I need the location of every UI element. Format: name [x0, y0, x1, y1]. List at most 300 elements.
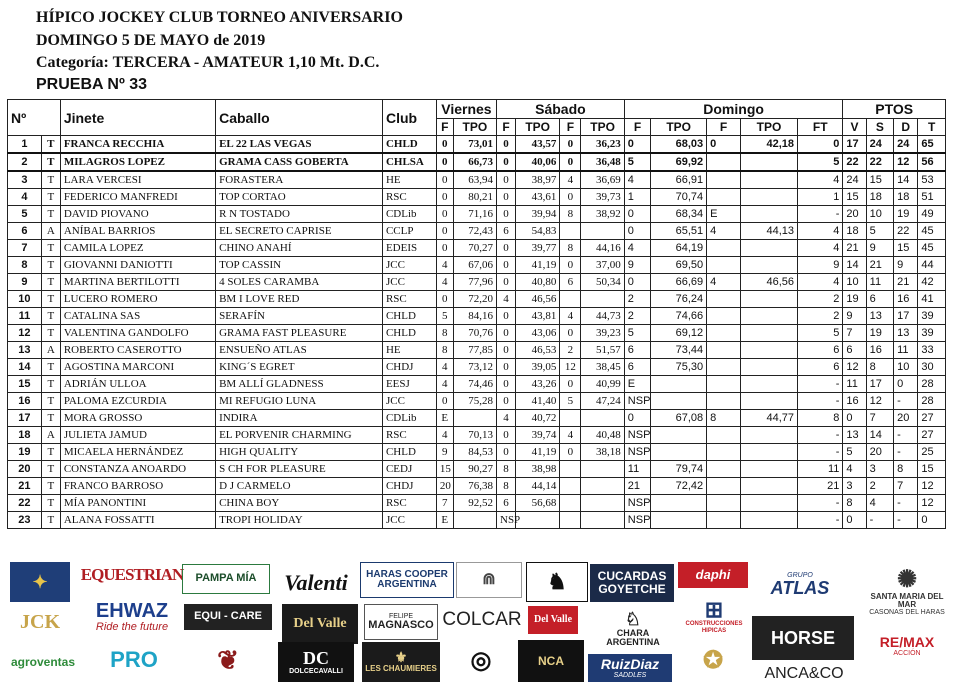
cell-points-total: 30	[918, 359, 946, 376]
table-row	[8, 223, 946, 240]
col-d: D	[894, 119, 918, 136]
crest-icon: ❦	[217, 645, 239, 676]
cell-saturday-faults-2: 6	[560, 274, 581, 291]
table-row	[8, 171, 946, 189]
cell-points-sunday: 13	[894, 325, 918, 342]
cell-saturday-faults-1: 0	[497, 189, 516, 206]
cell-friday-time: 84,53	[453, 444, 496, 461]
cell-saturday-faults-1: 0	[497, 308, 516, 325]
valenti-logo: Valenti	[284, 570, 348, 596]
grupo-atlas-logo	[752, 566, 848, 604]
cell-club: CHDJ	[382, 359, 436, 376]
cell-horse: BM I LOVE RED	[216, 291, 383, 308]
cell-club: RSC	[382, 495, 436, 512]
cell-rider: MÍA PANONTINI	[60, 495, 215, 512]
cell-category: T	[41, 240, 60, 257]
cell-club: CCLP	[382, 223, 436, 240]
table-row	[8, 136, 946, 154]
cell-points-sunday: -	[894, 393, 918, 410]
cell-saturday-time-2: 47,24	[581, 393, 624, 410]
cell-sunday-time-2	[740, 512, 797, 529]
table-row	[8, 495, 946, 512]
pampa-mia-logo: PAMPA MÍA	[182, 564, 270, 594]
cell-sunday-time-2	[740, 478, 797, 495]
remax-label: RE/MAX	[879, 633, 935, 650]
cell-points-total: 65	[918, 136, 946, 154]
ruiz-diaz-logo	[588, 654, 672, 682]
cell-category: T	[41, 171, 60, 189]
cell-no: 16	[8, 393, 42, 410]
cell-points-saturday: 4	[866, 495, 893, 512]
cell-sunday-total-faults: -	[798, 495, 843, 512]
cell-sunday-total-faults: 9	[798, 257, 843, 274]
cell-sunday-time-2	[740, 461, 797, 478]
mandala-icon: ✺	[896, 566, 918, 594]
cell-horse: FORASTERA	[216, 171, 383, 189]
felipe-label: FELIPE	[388, 612, 414, 620]
cell-sunday-time-2	[740, 153, 797, 171]
cell-sunday-faults-2	[707, 257, 741, 274]
cell-sunday-faults-1: NSP	[624, 444, 650, 461]
cell-points-total: 42	[918, 274, 946, 291]
santa-maria-sub-label: CASONAS DEL HARAS	[869, 609, 945, 617]
cell-horse: HIGH QUALITY	[216, 444, 383, 461]
cell-no: 5	[8, 206, 42, 223]
cell-saturday-time-1: 40,72	[516, 410, 560, 427]
remax-logo	[862, 628, 952, 664]
cell-saturday-time-1: 56,68	[516, 495, 560, 512]
cell-points-sunday: 12	[894, 153, 918, 171]
colcar-logo: COLCAR	[442, 609, 522, 631]
horseshoe-icon: ⋒	[456, 562, 522, 598]
cell-points-saturday: 15	[866, 171, 893, 189]
cell-points-friday: 10	[843, 274, 866, 291]
cell-points-saturday: 19	[866, 325, 893, 342]
col-f: F	[624, 119, 650, 136]
cell-friday-time: 71,16	[453, 206, 496, 223]
cell-saturday-time-1: 41,19	[516, 257, 560, 274]
table-row	[8, 274, 946, 291]
cell-sunday-faults-1: 6	[624, 342, 650, 359]
cell-horse: EL SECRETO CAPRISE	[216, 223, 383, 240]
cell-points-sunday: -	[894, 512, 918, 529]
cell-sunday-faults-1: 5	[624, 153, 650, 171]
cell-category: T	[41, 461, 60, 478]
cell-rider: CATALINA SAS	[60, 308, 215, 325]
cell-sunday-total-faults: 2	[798, 291, 843, 308]
cell-sunday-time-1: 69,50	[651, 257, 707, 274]
cell-sunday-time-1: 68,34	[651, 206, 707, 223]
cell-sunday-time-1: 66,69	[651, 274, 707, 291]
cell-sunday-faults-2	[707, 240, 741, 257]
cell-saturday-faults-1: 0	[497, 274, 516, 291]
cell-saturday-faults-2: 5	[560, 393, 581, 410]
cell-saturday-faults-2	[560, 495, 581, 512]
cell-friday-faults: 20	[436, 478, 453, 495]
cell-rider: GIOVANNI DANIOTTI	[60, 257, 215, 274]
cell-points-saturday: 11	[866, 274, 893, 291]
horse-head-icon: ♘	[624, 609, 642, 630]
cell-friday-faults: E	[436, 410, 453, 427]
jumping-horse-icon: ♞	[526, 562, 588, 602]
cell-sunday-time-2	[740, 240, 797, 257]
cell-sunday-faults-2: 4	[707, 274, 741, 291]
cell-sunday-time-1: 79,74	[651, 461, 707, 478]
cell-category: T	[41, 393, 60, 410]
sponsor-logos	[10, 560, 955, 684]
cell-sunday-time-2	[740, 444, 797, 461]
cell-horse: EL PORVENIR CHARMING	[216, 427, 383, 444]
cell-saturday-faults-1: 4	[497, 410, 516, 427]
cell-sunday-total-faults: -	[798, 444, 843, 461]
cell-friday-time: 66,73	[453, 153, 496, 171]
table-row	[8, 461, 946, 478]
cell-rider: ROBERTO CASEROTTO	[60, 342, 215, 359]
cell-category: T	[41, 153, 60, 171]
cell-sunday-faults-2	[707, 171, 741, 189]
les-chaumieres-label: LES CHAUMIERES	[365, 664, 437, 674]
cell-points-friday: 16	[843, 393, 866, 410]
cell-no: 12	[8, 325, 42, 342]
cell-saturday-time-2	[581, 461, 624, 478]
cell-saturday-time-1: 39,74	[516, 427, 560, 444]
col-f: F	[707, 119, 741, 136]
cell-friday-faults: E	[436, 512, 453, 529]
table-row	[8, 291, 946, 308]
cell-sunday-faults-1: 0	[624, 206, 650, 223]
col-header-no: Nº	[8, 100, 61, 136]
col-header-points: PTOS	[843, 100, 946, 119]
cell-saturday-faults-2	[560, 461, 581, 478]
col-header-saturday: Sábado	[497, 100, 625, 119]
cell-sunday-faults-1: 11	[624, 461, 650, 478]
magnasco-label: MAGNASCO	[368, 618, 434, 631]
cell-points-sunday: -	[894, 495, 918, 512]
chara-label: CHARA ARGENTINA	[606, 628, 660, 648]
cell-saturday-faults-1: 0	[497, 444, 516, 461]
cell-sunday-time-1: 65,51	[651, 223, 707, 240]
ehwaz-logo	[84, 600, 180, 634]
table-row	[8, 359, 946, 376]
agroventas-logo: agroventas	[10, 654, 76, 669]
table-row	[8, 427, 946, 444]
cell-saturday-faults-2	[560, 291, 581, 308]
cell-friday-time: 67,06	[453, 257, 496, 274]
col-header-rider: Jinete	[60, 100, 215, 136]
cell-saturday-faults-2	[560, 478, 581, 495]
cell-category: T	[41, 410, 60, 427]
grupo-atlas-label: ATLAS	[770, 578, 830, 599]
cell-sunday-faults-2	[707, 495, 741, 512]
table-row	[8, 325, 946, 342]
cell-category: A	[41, 223, 60, 240]
cell-sunday-time-1: 74,66	[651, 308, 707, 325]
cell-category: T	[41, 291, 60, 308]
cell-saturday-faults-1: 4	[497, 291, 516, 308]
cell-sunday-time-1: 70,74	[651, 189, 707, 206]
cell-saturday-time-1: 43,06	[516, 325, 560, 342]
cell-sunday-time-1: 75,30	[651, 359, 707, 376]
cell-rider: FRANCA RECCHIA	[60, 136, 215, 154]
cell-friday-time: 74,46	[453, 376, 496, 393]
cell-category: T	[41, 274, 60, 291]
cell-points-sunday: 24	[894, 136, 918, 154]
cell-horse: KING´S EGRET	[216, 359, 383, 376]
cell-sunday-time-2: 44,13	[740, 223, 797, 240]
cell-sunday-faults-2: E	[707, 206, 741, 223]
cell-points-saturday: 18	[866, 189, 893, 206]
cell-points-sunday: 17	[894, 308, 918, 325]
table-row	[8, 410, 946, 427]
cell-points-total: 49	[918, 206, 946, 223]
cell-points-friday: 14	[843, 257, 866, 274]
cell-horse: TOP CASSIN	[216, 257, 383, 274]
event-title: HÍPICO JOCKEY CLUB TORNEO ANIVERSARIO	[36, 9, 403, 26]
cell-points-saturday: 7	[866, 410, 893, 427]
jump-icon: ⊞	[704, 597, 724, 623]
cell-points-saturday: 3	[866, 461, 893, 478]
cell-horse: BM ALLÍ GLADNESS	[216, 376, 383, 393]
cell-sunday-faults-1: 21	[624, 478, 650, 495]
col-f: F	[436, 119, 453, 136]
cell-sunday-faults-1: NSP	[624, 512, 650, 529]
cell-sunday-time-1	[651, 393, 707, 410]
cell-horse: 4 SOLES CARAMBA	[216, 274, 383, 291]
cell-sunday-time-2: 44,77	[740, 410, 797, 427]
cell-saturday-faults-1: 0	[497, 393, 516, 410]
cell-sunday-time-2	[740, 257, 797, 274]
cell-saturday-faults-2: 0	[560, 257, 581, 274]
cell-horse: ENSUEÑO ATLAS	[216, 342, 383, 359]
cell-points-friday: 15	[843, 189, 866, 206]
cell-club: JCC	[382, 274, 436, 291]
cell-saturday-faults-1: NSP	[497, 512, 516, 529]
cell-sunday-time-1: 68,03	[651, 136, 707, 154]
event-category: Categoría: TERCERA - AMATEUR 1,10 Mt. D.C.	[36, 54, 380, 71]
cell-points-sunday: 11	[894, 342, 918, 359]
cell-friday-faults: 5	[436, 308, 453, 325]
cell-saturday-time-2: 40,99	[581, 376, 624, 393]
cell-saturday-time-1: 43,26	[516, 376, 560, 393]
cell-sunday-time-2	[740, 291, 797, 308]
anca-co-logo: ANCA&CO	[764, 664, 844, 682]
cell-saturday-faults-2: 4	[560, 427, 581, 444]
cell-friday-time: 63,94	[453, 171, 496, 189]
cell-sunday-faults-2	[707, 376, 741, 393]
cell-category: T	[41, 478, 60, 495]
cell-sunday-faults-2: 8	[707, 410, 741, 427]
cell-sunday-faults-2	[707, 359, 741, 376]
table-row	[8, 478, 946, 495]
horse-logo: HORSE	[752, 616, 854, 660]
cell-saturday-faults-1: 0	[497, 376, 516, 393]
cell-sunday-faults-1: 0	[624, 136, 650, 154]
cell-category: T	[41, 308, 60, 325]
cell-points-friday: 8	[843, 495, 866, 512]
nca-logo: NCA	[518, 640, 584, 682]
cell-saturday-faults-2: 8	[560, 206, 581, 223]
cell-points-sunday: 16	[894, 291, 918, 308]
col-ft: FT	[798, 119, 843, 136]
cell-no: 14	[8, 359, 42, 376]
col-header-friday: Viernes	[436, 100, 496, 119]
cell-category: T	[41, 444, 60, 461]
cell-friday-faults: 4	[436, 359, 453, 376]
cell-saturday-faults-1: 0	[497, 171, 516, 189]
cell-friday-faults: 15	[436, 461, 453, 478]
cell-saturday-time-2: 37,00	[581, 257, 624, 274]
cell-saturday-time-1: 43,57	[516, 136, 560, 154]
cell-saturday-time-2: 39,23	[581, 325, 624, 342]
cell-friday-faults: 4	[436, 427, 453, 444]
cell-sunday-time-1: 69,12	[651, 325, 707, 342]
cell-sunday-faults-2	[707, 153, 741, 171]
cell-saturday-faults-2: 0	[560, 153, 581, 171]
cell-horse: R N TOSTADO	[216, 206, 383, 223]
cell-sunday-faults-2	[707, 308, 741, 325]
cell-sunday-total-faults: -	[798, 376, 843, 393]
table-row	[8, 393, 946, 410]
cell-friday-time	[453, 512, 496, 529]
cell-sunday-faults-2	[707, 342, 741, 359]
cell-points-total: 56	[918, 153, 946, 171]
cell-club: RSC	[382, 427, 436, 444]
cell-friday-faults: 4	[436, 376, 453, 393]
cell-friday-time: 70,27	[453, 240, 496, 257]
cell-points-saturday: 2	[866, 478, 893, 495]
cell-category: T	[41, 206, 60, 223]
cell-horse: GRAMA FAST PLEASURE	[216, 325, 383, 342]
col-tpo: TPO	[516, 119, 560, 136]
cell-saturday-faults-2: 12	[560, 359, 581, 376]
cell-sunday-faults-2	[707, 427, 741, 444]
cell-category: T	[41, 189, 60, 206]
cell-no: 3	[8, 171, 42, 189]
cell-points-sunday: 0	[894, 376, 918, 393]
event-number: PRUEBA Nº 33	[36, 76, 148, 93]
cell-friday-time: 80,21	[453, 189, 496, 206]
cell-sunday-time-2	[740, 189, 797, 206]
cell-sunday-total-faults: 6	[798, 342, 843, 359]
cell-friday-faults: 8	[436, 325, 453, 342]
cell-rider: VALENTINA GANDOLFO	[60, 325, 215, 342]
cell-sunday-faults-1: 0	[624, 274, 650, 291]
cell-rider: LARA VERCESI	[60, 171, 215, 189]
cell-points-saturday: 24	[866, 136, 893, 154]
equestrian-logo: EQUESTRIAN	[80, 565, 184, 585]
cell-no: 23	[8, 512, 42, 529]
construcciones-logo	[680, 594, 748, 638]
cell-friday-faults: 4	[436, 274, 453, 291]
cell-sunday-faults-1: NSP	[624, 427, 650, 444]
cell-friday-time: 75,28	[453, 393, 496, 410]
cell-friday-time: 73,01	[453, 136, 496, 154]
cell-points-saturday: 13	[866, 308, 893, 325]
cell-sunday-time-1	[651, 512, 707, 529]
cell-sunday-time-1	[651, 376, 707, 393]
cell-no: 8	[8, 257, 42, 274]
cell-sunday-total-faults: 2	[798, 308, 843, 325]
cell-sunday-faults-1: 9	[624, 257, 650, 274]
cell-no: 7	[8, 240, 42, 257]
cell-sunday-time-1: 69,92	[651, 153, 707, 171]
cell-friday-time: 72,43	[453, 223, 496, 240]
cell-sunday-faults-2: 0	[707, 136, 741, 154]
cell-sunday-total-faults: 4	[798, 171, 843, 189]
cell-no: 1	[8, 136, 42, 154]
cell-friday-time: 76,38	[453, 478, 496, 495]
cell-category: A	[41, 427, 60, 444]
col-s: S	[866, 119, 893, 136]
cell-saturday-time-2: 38,92	[581, 206, 624, 223]
cell-sunday-time-2	[740, 495, 797, 512]
cell-friday-time: 77,85	[453, 342, 496, 359]
cell-points-sunday: 19	[894, 206, 918, 223]
table-row	[8, 376, 946, 393]
cell-saturday-faults-2: 4	[560, 171, 581, 189]
ruiz-diaz-sub-label: SADDLES	[613, 671, 647, 679]
cell-points-total: 25	[918, 444, 946, 461]
cell-rider: FRANCO BARROSO	[60, 478, 215, 495]
cell-sunday-total-faults: 21	[798, 478, 843, 495]
cell-sunday-total-faults: 1	[798, 189, 843, 206]
cell-rider: DAVID PIOVANO	[60, 206, 215, 223]
cell-friday-time: 70,76	[453, 325, 496, 342]
cell-no: 10	[8, 291, 42, 308]
cell-sunday-time-2	[740, 171, 797, 189]
cell-points-saturday: 5	[866, 223, 893, 240]
cell-sunday-time-2: 46,56	[740, 274, 797, 291]
cell-points-friday: 21	[843, 240, 866, 257]
cell-no: 22	[8, 495, 42, 512]
cell-points-total: 39	[918, 325, 946, 342]
cell-saturday-time-2: 44,16	[581, 240, 624, 257]
cell-horse: CHINO ANAHÍ	[216, 240, 383, 257]
cell-sunday-faults-1: E	[624, 376, 650, 393]
cell-sunday-time-1: 67,08	[651, 410, 707, 427]
dolcecavalli-logo	[278, 642, 354, 682]
cell-sunday-total-faults: 5	[798, 153, 843, 171]
table-row	[8, 206, 946, 223]
cell-sunday-time-1	[651, 495, 707, 512]
cell-saturday-faults-2: 0	[560, 376, 581, 393]
cell-sunday-time-2: 42,18	[740, 136, 797, 154]
cell-friday-faults: 9	[436, 444, 453, 461]
cell-points-friday: 17	[843, 136, 866, 154]
cell-saturday-time-2: 51,57	[581, 342, 624, 359]
cell-points-sunday: 14	[894, 171, 918, 189]
cell-no: 19	[8, 444, 42, 461]
cell-points-saturday: 20	[866, 444, 893, 461]
cell-sunday-time-1: 66,91	[651, 171, 707, 189]
cell-category: T	[41, 495, 60, 512]
cell-points-friday: 12	[843, 359, 866, 376]
cell-sunday-faults-2	[707, 444, 741, 461]
cell-points-friday: 0	[843, 512, 866, 529]
col-f: F	[497, 119, 516, 136]
cell-horse: INDIRA	[216, 410, 383, 427]
cell-sunday-total-faults: 0	[798, 136, 843, 154]
cell-points-sunday: 22	[894, 223, 918, 240]
cell-sunday-time-2	[740, 393, 797, 410]
cell-sunday-faults-1: NSP	[624, 393, 650, 410]
cell-club: EDEIS	[382, 240, 436, 257]
table-row	[8, 153, 946, 171]
cell-saturday-faults-2	[560, 223, 581, 240]
cell-club: CDLib	[382, 206, 436, 223]
jck-logo: JCK	[20, 610, 60, 633]
cell-sunday-faults-1: 2	[624, 308, 650, 325]
